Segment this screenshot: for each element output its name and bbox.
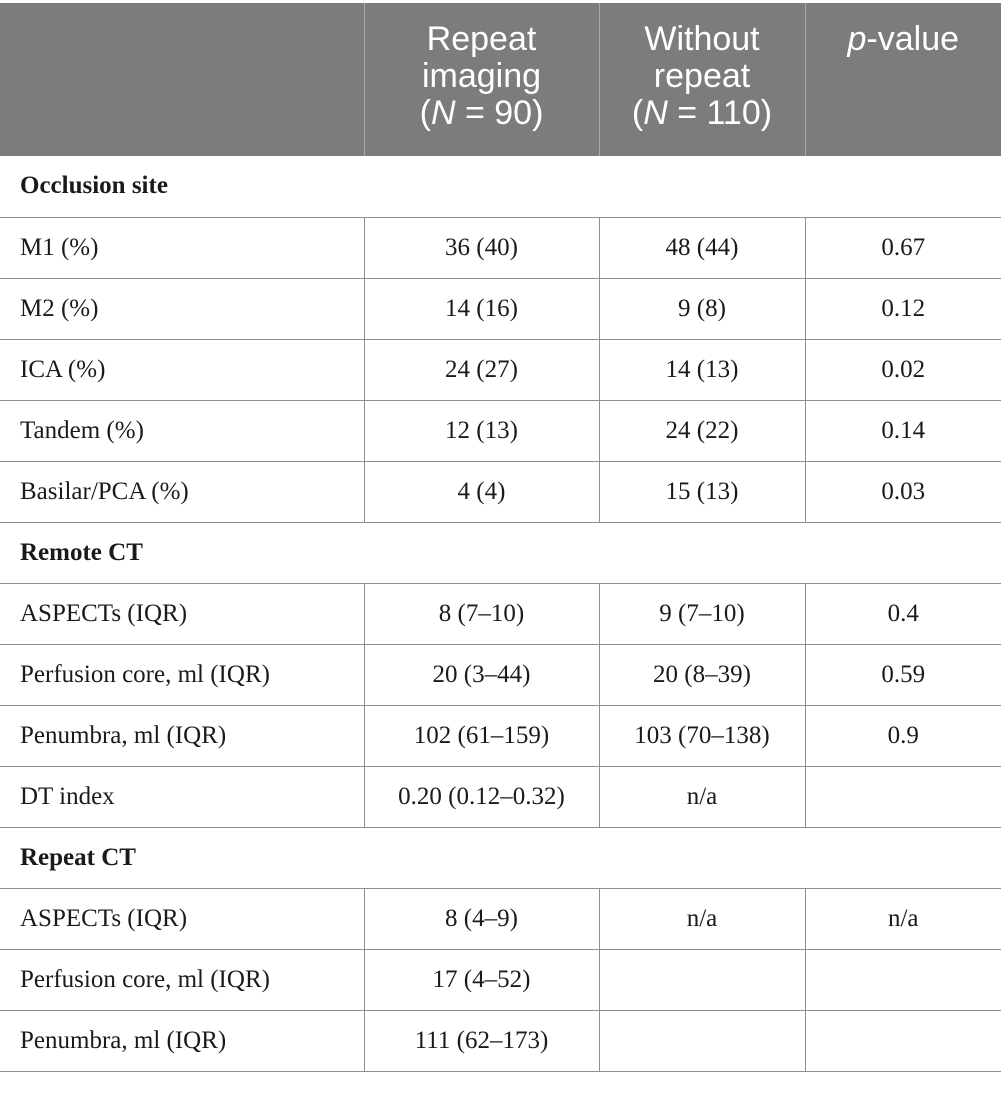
section-label: Repeat CT — [0, 827, 1001, 888]
header-repeat-n-prefix: ( — [419, 94, 431, 132]
table-row — [0, 461, 1001, 522]
without-repeat-cell — [599, 1010, 805, 1071]
p-value-cell — [805, 1010, 1001, 1071]
p-value-cell — [805, 949, 1001, 1010]
row-label-cell: Penumbra, ml (IQR) — [0, 705, 364, 766]
table-row — [0, 766, 1001, 827]
table-row — [0, 583, 1001, 644]
table-header — [0, 3, 1001, 156]
row-label-cell: DT index — [0, 766, 364, 827]
header-row — [0, 3, 1001, 156]
p-value-cell: n/a — [805, 888, 1001, 949]
table-row — [0, 339, 1001, 400]
row-label-cell: Perfusion core, ml (IQR) — [0, 949, 364, 1010]
header-repeat-n-suffix: = 90) — [455, 94, 544, 132]
row-label-cell: Basilar/PCA (%) — [0, 461, 364, 522]
repeat-imaging-cell: 20 (3–44) — [364, 644, 599, 705]
header-without-n — [604, 95, 801, 132]
repeat-imaging-cell: 12 (13) — [364, 400, 599, 461]
results-table — [0, 3, 1001, 1072]
section-label: Remote CT — [0, 522, 1001, 583]
header-repeat-line1: Repeat — [426, 20, 537, 58]
header-repeat-n-var: N — [430, 94, 456, 132]
header-repeat-line2: imaging — [421, 57, 542, 95]
without-repeat-cell: 24 (22) — [599, 400, 805, 461]
header-without-line1: Without — [644, 20, 760, 58]
table-body — [0, 156, 1001, 1071]
table-row — [0, 644, 1001, 705]
table-row — [0, 888, 1001, 949]
header-cell-p-value — [805, 3, 1001, 156]
row-label-cell: ICA (%) — [0, 339, 364, 400]
header-without-n-var: N — [643, 94, 668, 132]
p-value-cell: 0.12 — [805, 278, 1001, 339]
repeat-imaging-cell: 8 (4–9) — [364, 888, 599, 949]
table-row — [0, 1010, 1001, 1071]
p-value-cell: 0.9 — [805, 705, 1001, 766]
header-p-value-label — [810, 21, 998, 58]
table-row — [0, 949, 1001, 1010]
p-value-cell — [805, 766, 1001, 827]
section-row — [0, 827, 1001, 888]
table-row — [0, 217, 1001, 278]
header-without-line2: repeat — [653, 57, 751, 95]
section-row — [0, 156, 1001, 217]
repeat-imaging-cell: 8 (7–10) — [364, 583, 599, 644]
header-cell-blank — [0, 3, 364, 156]
header-cell-repeat-imaging — [364, 3, 599, 156]
without-repeat-cell: n/a — [599, 888, 805, 949]
without-repeat-cell: 48 (44) — [599, 217, 805, 278]
without-repeat-cell: 9 (8) — [599, 278, 805, 339]
repeat-imaging-cell: 0.20 (0.12–0.32) — [364, 766, 599, 827]
without-repeat-cell: n/a — [599, 766, 805, 827]
repeat-imaging-cell: 36 (40) — [364, 217, 599, 278]
row-label-cell: M1 (%) — [0, 217, 364, 278]
without-repeat-cell: 20 (8–39) — [599, 644, 805, 705]
repeat-imaging-cell: 14 (16) — [364, 278, 599, 339]
p-value-cell: 0.4 — [805, 583, 1001, 644]
header-p-rest: -value — [866, 20, 960, 58]
header-cell-without-repeat — [599, 3, 805, 156]
p-value-cell: 0.59 — [805, 644, 1001, 705]
without-repeat-cell: 9 (7–10) — [599, 583, 805, 644]
header-without-n-suffix: = 110) — [667, 94, 773, 132]
header-p-var: p — [847, 20, 867, 58]
row-label-cell: M2 (%) — [0, 278, 364, 339]
without-repeat-cell: 15 (13) — [599, 461, 805, 522]
without-repeat-cell: 103 (70–138) — [599, 705, 805, 766]
row-label-cell: ASPECTs (IQR) — [0, 583, 364, 644]
p-value-cell: 0.02 — [805, 339, 1001, 400]
repeat-imaging-cell: 4 (4) — [364, 461, 599, 522]
p-value-cell: 0.03 — [805, 461, 1001, 522]
section-label: Occlusion site — [0, 156, 1001, 217]
table-row — [0, 278, 1001, 339]
section-row — [0, 522, 1001, 583]
header-repeat-n — [369, 95, 595, 132]
p-value-cell: 0.14 — [805, 400, 1001, 461]
without-repeat-cell: 14 (13) — [599, 339, 805, 400]
row-label-cell: Perfusion core, ml (IQR) — [0, 644, 364, 705]
repeat-imaging-cell: 24 (27) — [364, 339, 599, 400]
repeat-imaging-cell: 102 (61–159) — [364, 705, 599, 766]
repeat-imaging-cell: 17 (4–52) — [364, 949, 599, 1010]
table-row — [0, 400, 1001, 461]
row-label-cell: Tandem (%) — [0, 400, 364, 461]
table-row — [0, 705, 1001, 766]
p-value-cell: 0.67 — [805, 217, 1001, 278]
repeat-imaging-cell: 111 (62–173) — [364, 1010, 599, 1071]
row-label-cell: Penumbra, ml (IQR) — [0, 1010, 364, 1071]
row-label-cell: ASPECTs (IQR) — [0, 888, 364, 949]
header-without-n-prefix: ( — [631, 94, 644, 132]
without-repeat-cell — [599, 949, 805, 1010]
